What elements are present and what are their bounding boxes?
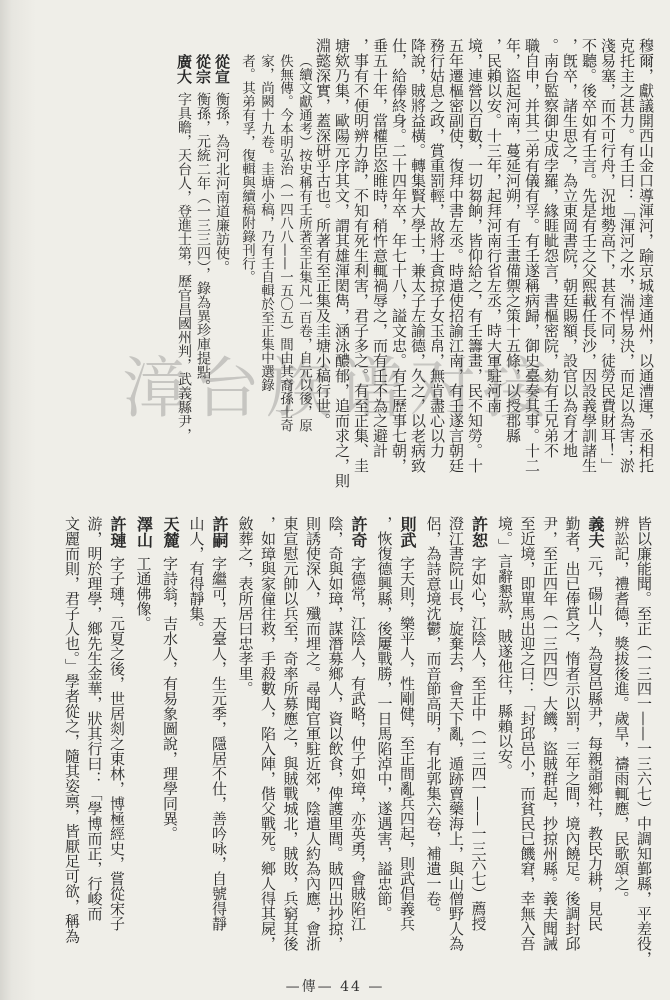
column-text: 則誘使深入，殲而埋之。尋聞官軍駐近郊，陰遣人約為內應，會浙 (304, 516, 322, 951)
entry-name: 廣大 (175, 54, 193, 84)
text-column: 垂五十年，當權臣恣睢時，稍忤意輒禍辱之，而有壬不為之避計 (371, 38, 389, 458)
text-column: 仕，給俸終身。二十四年卒，年七十八，謚文忠。有壬歷事七朝， (390, 38, 408, 473)
entry-name: 許恕 (469, 516, 489, 548)
column-text: 至近境，即單馬出迎之曰：「封邱邑小，而貧民已饑窘，幸無入吾 (518, 516, 537, 951)
entry-column (212, 38, 231, 496)
entry-column (193, 38, 212, 496)
text-column (302, 516, 325, 986)
text-column: 克托主之甚力。有壬曰：「渾河之水，湍悍易決，而足以為害；淤 (618, 38, 636, 473)
note-column: 者。其弟有孚，復輯與續稿附錄刊行。 (239, 54, 255, 284)
entry-text: 元，碭山人，為夏邑縣尹，每親詣鄉社，教民力耕，見民 (586, 556, 604, 931)
text-column (561, 516, 584, 986)
text-column: ，旣卒，諸生思之，為立東岡書院，朝廷賜額，設官以為育才地 (561, 38, 579, 458)
entry-name: 澤山 (134, 516, 154, 548)
entry-text: 字如心，江陰人，至正中（一三四一——一三六七）薦授 (469, 556, 488, 931)
entry-text: 字子璉，元夏之後，世居剡之東林，博極經史，嘗從宋子 (108, 556, 126, 931)
entry-text: 衡孫，元統二年（一三三四），錄為異珍庫提點。 (195, 92, 211, 393)
text-column (516, 516, 539, 986)
text-column (61, 516, 84, 986)
column-text: 勤者，出已俸賞之，惰者示以罰，三年之間，境內饒足。後調封邱 (563, 516, 582, 951)
text-column: ，民賴以安。十三年，起拜河南行省左丞，時大軍駐河南 (485, 38, 503, 413)
column-text: 斂葬之，表所居曰忠孝里。 (236, 516, 255, 696)
column-text: ，恢復德興縣，後屢戰勝，一日馬陷淖中，遂遇害，謚忠節。 (375, 516, 394, 921)
text-column (83, 516, 106, 986)
text-column (234, 516, 257, 986)
text-column: 降說，賊將益橫。轉集賢大學士，兼太子左諭德，久之，以老病致 (409, 38, 427, 473)
text-column: 職自申，并其二弟有儀有孚。有壬遂稱病歸，御史臺奏其事。十二 (523, 38, 541, 473)
entry-name: 許奇 (349, 516, 368, 548)
entry-column (584, 516, 607, 986)
note-column: 佚無傳。今本明弘治（一四八八——一五〇五）間由其裔孫士奇 (277, 54, 293, 432)
text-column (445, 516, 468, 986)
text-column: 淵懿深實，蓋深研乎古也。所著有至正集及圭塘小稿行世。 (314, 38, 332, 428)
upper-text-block (174, 38, 655, 496)
text-column: 塘欸乃集，歐陽元序其文，謂其雄渾閎雋，涵泳醲郁，追而求之，則 (333, 38, 351, 488)
text-column (324, 516, 347, 986)
entry-text: 字德常，江陰人，有武略，仲子如璋，亦英勇，會賊陷江 (349, 556, 367, 931)
text-column: 穆爾，獻議開西山金口導渾河，踰京城達通州，以通漕運，丞相托 (637, 38, 655, 473)
note-column: 家，尚闕十九卷。圭塘小稿，乃有壬自輯於至正集中選錄 (258, 54, 274, 392)
entry-column (106, 516, 129, 986)
text-column (373, 516, 396, 986)
lower-text-block (61, 516, 656, 986)
text-column: 境，連營以百數，一切芻餉，皆仰給之，有壬籌畫，民不知勞。十 (466, 38, 484, 473)
text-column (257, 516, 280, 986)
text-column (422, 516, 445, 986)
text-column: 不聽。後卒如有壬言。先是有壬之父熙載任長沙，因設義學訓諸生 (580, 38, 598, 473)
entry-name: 則武 (398, 516, 417, 548)
entry-text: 字繼可，天臺人，生元季，隱居不仕，善吟咏，自號得靜 (210, 556, 228, 931)
text-column (610, 516, 633, 986)
column-text: 澄江書院山長，旋棄去，會天下亂，遁跡賣藥海上，與山僧野人為 (447, 516, 465, 951)
watermark: 漳台族谱对接 (122, 350, 554, 427)
entry-text: 衡孫，為河北河南道廉訪使。 (214, 92, 230, 274)
text-column (494, 516, 517, 986)
entry-name: 許嗣 (210, 516, 229, 548)
column-text: 尹，至正四年（一三四四）大饑，盜賊群起，抄掠州縣。義夫聞誡 (541, 516, 559, 951)
entry-column (132, 516, 155, 986)
text-column: ，事有不便明辨力諍，不知有死生利害，君子多之。有至正集、圭 (352, 38, 370, 473)
note-column: （續文獻通考）按史稱有壬所著至正集凡一百卷，自元以後，原 (296, 54, 312, 432)
text-column (633, 516, 656, 986)
text-column (279, 516, 302, 986)
text-column: 五年遷樞密副使，復拜中書左丞。時遣使招諭江南，有壬遂言朝廷 (447, 38, 465, 473)
entry-name: 從宗 (194, 54, 212, 84)
entry-column (208, 516, 231, 986)
column-text: 境。」言辭懇款，賊遂他往，縣賴以安。 (496, 516, 514, 779)
text-column: 。南台監察御史成孛羅，緣睚眦怨言，書樞密院，劾有壬兄弟不 (542, 38, 560, 458)
entry-column (174, 38, 193, 496)
entry-text: 字詩翁，吉水人，有易象圖說，理學同異。 (161, 556, 179, 841)
column-text: 皆以廉能聞。至正（一三四一——一三六七）中調知鄞縣，平差役， (635, 516, 653, 966)
text-column (185, 516, 208, 986)
entry-text: 工通佛像。 (134, 556, 153, 631)
entry-name: 從宣 (213, 54, 231, 84)
text-column: 淺易塞，而不可行舟，況地勢高下，甚有不同，徒勞民費財耳！」 (599, 38, 617, 473)
column-text: ，如璋與家僮往救，手殺數人，陷入陣，偕父戰死。鄉人得其屍， (259, 516, 277, 951)
column-text: 東宣慰元帥以兵至，奇率所募應之，與賊戰城北，賊敗，兵窮其後 (281, 516, 300, 951)
column-text: 游，明於理學，鄉先生金華，狀其行曰：「學博而正，行峻而 (85, 516, 104, 921)
text-column: 務行姑息之政，賞重罰輕，故將士貪掠子女玉帛，無肯盡心以力 (428, 38, 446, 458)
page-number: —傳— 44 — (285, 979, 385, 995)
entry-name: 天麓 (161, 516, 180, 548)
column-text: 陰，奇與如璋，謀潛募鄉人，資以飲食，俾護里閭。賊四出抄掠， (326, 516, 345, 951)
entry-name: 許璉 (108, 516, 127, 548)
text-column (539, 516, 562, 986)
entry-column (347, 516, 370, 986)
entry-column (396, 516, 419, 986)
entry-column (159, 516, 182, 986)
column-text: 文麗而則，君子人也。」學者從之，隨其姿禀，皆厭足可欲，稱為 (63, 516, 81, 944)
entry-column (467, 516, 490, 986)
column-text: 山人，有得靜集。 (187, 516, 206, 636)
column-text: 侶，為詩意境沈鬱，而音節高明，有北郭集六卷，補遺一卷。 (424, 516, 443, 921)
entry-text: 字具瞻，天台人，登進士第，歷官昌國州判，武義縣尹， (176, 92, 192, 442)
entry-name: 義夫 (586, 516, 605, 548)
column-text: 辨訟記，禮耆德，獎拔後進。歲旱，禱雨輒應，民歌頌之。 (612, 516, 631, 906)
entry-text: 字天則，樂平人，性剛健，至正間亂兵四起，則武倡義兵 (398, 556, 416, 931)
text-column: 年，盜起河南，蔓延河朔，有壬畫備禦之策十五條，以授郡縣 (504, 38, 522, 443)
